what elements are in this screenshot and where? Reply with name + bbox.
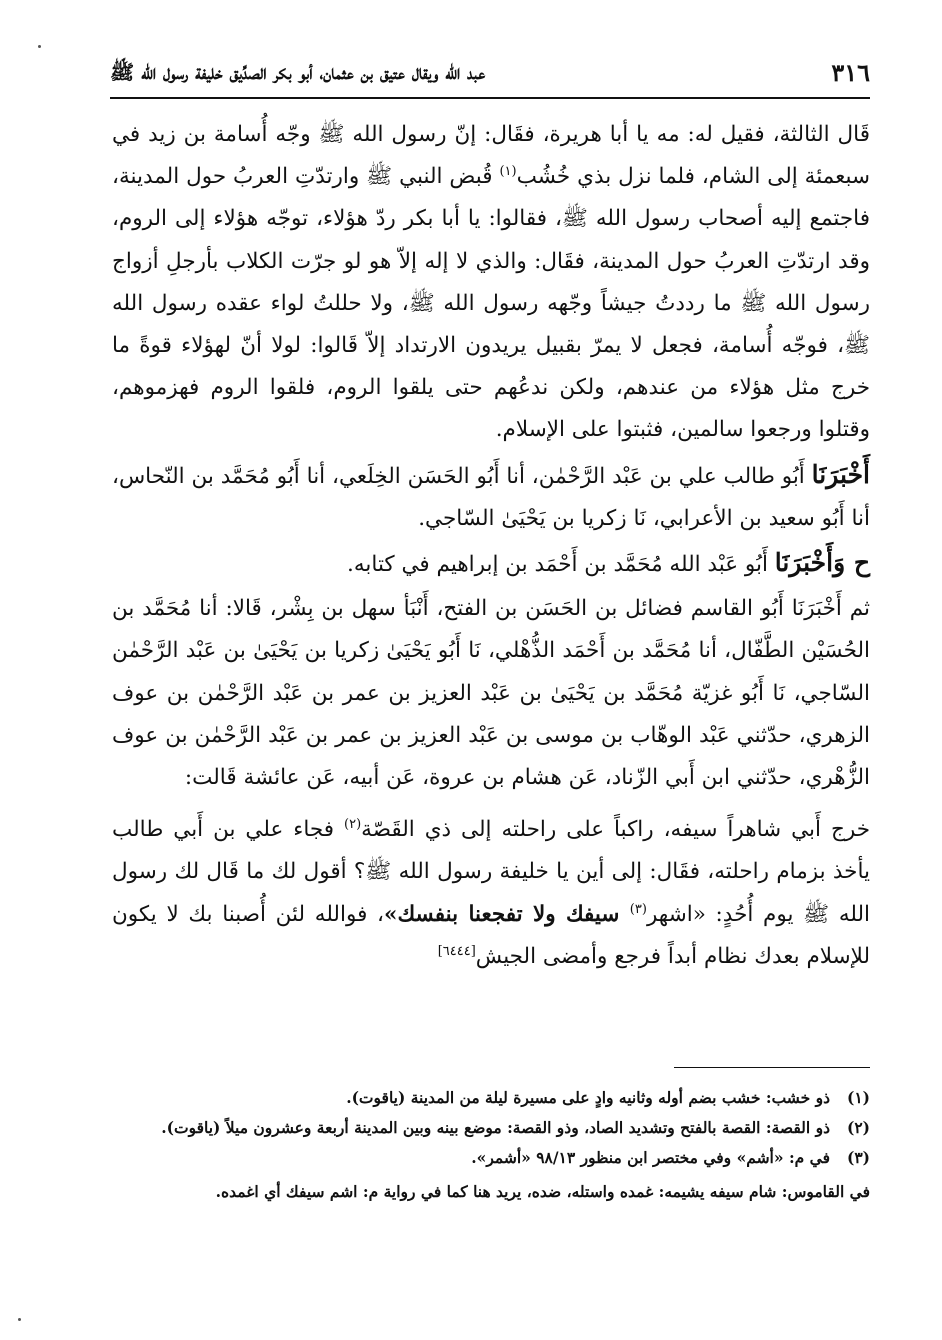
hadith-number: [٦٤٤٤] xyxy=(437,943,476,959)
footnote-ref-3: (٣) xyxy=(629,901,647,917)
paragraph-2-lead: أَخْبَرَنَا xyxy=(811,459,870,489)
footnote-2 xyxy=(112,1113,870,1143)
footnote-text: ذو خشب: خشب بضم أوله وثانيه وادٍ على مسيرة ليلة من المدينة (ياقوت). xyxy=(346,1088,830,1107)
header-rule xyxy=(110,97,870,99)
footnote-ref-1: (١) xyxy=(499,164,517,180)
footnote-text: ذو القصة: القصة بالفتح وتشديد الصاد، وذو القصة: موضع بينه وبين المدينة أربعة وعشرون ميلاً (ياقوت). xyxy=(161,1118,830,1137)
footnote-number: (٢) xyxy=(846,1118,870,1137)
paragraph-3-lead: ح وَأَخْبَرَنَا xyxy=(774,548,870,578)
paragraph-3 xyxy=(112,542,870,586)
paragraph-5-text-b: فجاء علي بن أَبي طالب يأخذ بزمام راحلته، فقَال: إلى أين يا خليفة رسول الله ﷺ؟ أقول لك ما قَال لك رسول الله ﷺ يوم أُحُدٍ: «اشهر xyxy=(112,817,870,927)
footnote-number: (٣) xyxy=(846,1148,870,1167)
paragraph-5-text-c: ، فوالله لئن أُصبنا بك لا يكون للإسلام بعدك نظام أبداً فرجع وأمضى الجيش xyxy=(112,901,870,969)
paragraph-5 xyxy=(112,809,870,978)
paragraph-2-text: أَبُو طالب علي بن عَبْد الرَّحْمٰن، أنا أَبُو الحَسَن الخِلَعي، أنا أَبُو مُحَمَّد بن النّحاس، أنا أَبُو سعيد بن الأعرابي، نَا زكريا بن يَحْيَىٰ السّاجي. xyxy=(112,463,870,531)
page-number: ٣١٦ xyxy=(831,58,870,87)
footnotes xyxy=(112,1083,870,1207)
running-title: عبد الله ويقال عتيق بن عثمان، أبو بكر الصدِّيق خليفة رسول الله ﷺ xyxy=(110,60,486,84)
footnote-text: في م: «أشم» وفي مختصر ابن منظور ٩٨/١٣ «أشمر». xyxy=(471,1148,830,1167)
paragraph-2 xyxy=(112,454,870,540)
paragraph-1-text: قَال الثالثة، فقيل له: مه يا أبا هريرة، فقَال: إنّ رسول الله ﷺ وجّه أُسامة بن زيد في سبعمئة إلى الشام، فلما نزل بذي خُشُب xyxy=(112,122,870,190)
paragraph-3-text: أَبُو عَبْد الله مُحَمَّد بن أَحْمَد بن إبراهيم في كتابه. xyxy=(347,552,775,578)
footnote-3-continuation: في القاموس: شام سيفه يشيمه: غمده واستله، ضده، يريد هنا كما في رواية م: اشم سيفك أي اغمده. xyxy=(215,1182,870,1201)
footnote-ref-2: (٢) xyxy=(344,817,362,833)
scan-speck xyxy=(18,1318,21,1321)
scan-speck xyxy=(38,45,41,48)
footnote-3 xyxy=(112,1143,870,1173)
paragraph-1-continued: قُبض النبي ﷺ وارتدّتِ العربُ حول المدينة، فاجتمع إليه أصحاب رسول الله ﷺ، فقالوا: يا أبا بكر ردّ هؤلاء، توجّه هؤلاء إلى الروم، وقد ارتدّتِ العربُ حول المدينة، فقَال: والذي لا إله إلاّ هو لو جرّت الكلاب بأرجلِ أزواج رسول الله ﷺ ما رددتُ جيشاً وجّهه رسول الله ﷺ، ولا حللتُ لواء عقده رسول الله ﷺ، فوجّه أُسامة، فجعل لا يمرّ بقبيل يريدون الارتداد إلاّ قَالوا: لولا أنّ لهؤلاء قوةً ما خرج مثل هؤلاء من عندهم، ولكن ندعُهم حتى يلقوا الروم، فلقوا الروم فهزموهم، وقتلوا ورجعوا سالمين، فثبتوا على الإسلام. xyxy=(112,164,870,443)
page-header xyxy=(110,58,870,98)
paragraph-1 xyxy=(112,114,870,452)
paragraph-5-quote: سيفك ولا تفجعنا بنفسك» xyxy=(384,901,630,927)
main-text xyxy=(112,114,870,978)
footnote-number: (١) xyxy=(846,1088,870,1107)
footnote-1 xyxy=(112,1083,870,1113)
paragraph-4-text: ثم أَخْبَرَنَا أَبُو القاسم فضائل بن الحَسَن بن الفتح، أَنْبَأ سهل بن بِشْر، قَالا: أنا مُحَمَّد بن الحُسَيْن الطَّفّال، أنا مُحَمَّد بن أَحْمَد الذُّهْلي، نَا أَبُو يَحْيَىٰ زكريا بن يَحْيَىٰ بن عَبْد الرَّحْمٰن السّاجي، نَا أَبُو غزيّة مُحَمَّد بن يَحْيَىٰ بن عَبْد العزيز بن عمر بن عَبْد الرَّحْمٰن بن عوف الزهري، حدّثني عَبْد الوهّاب بن موسى بن عَبْد العزيز بن عمر بن عَبْد الرَّحْمٰن بن عوف الزُّهْري، حدّثني ابن أَبي الزّناد، عَن هشام بن عروة، عَن أبيه، عَن عائشة قَالت: xyxy=(112,596,870,791)
paragraph-4 xyxy=(112,588,870,799)
paragraph-5-text-a: خرج أَبي شاهراً سيفه، راكباً على راحلته إلى ذي القَصّة xyxy=(361,817,870,843)
footnote-separator xyxy=(674,1067,870,1068)
